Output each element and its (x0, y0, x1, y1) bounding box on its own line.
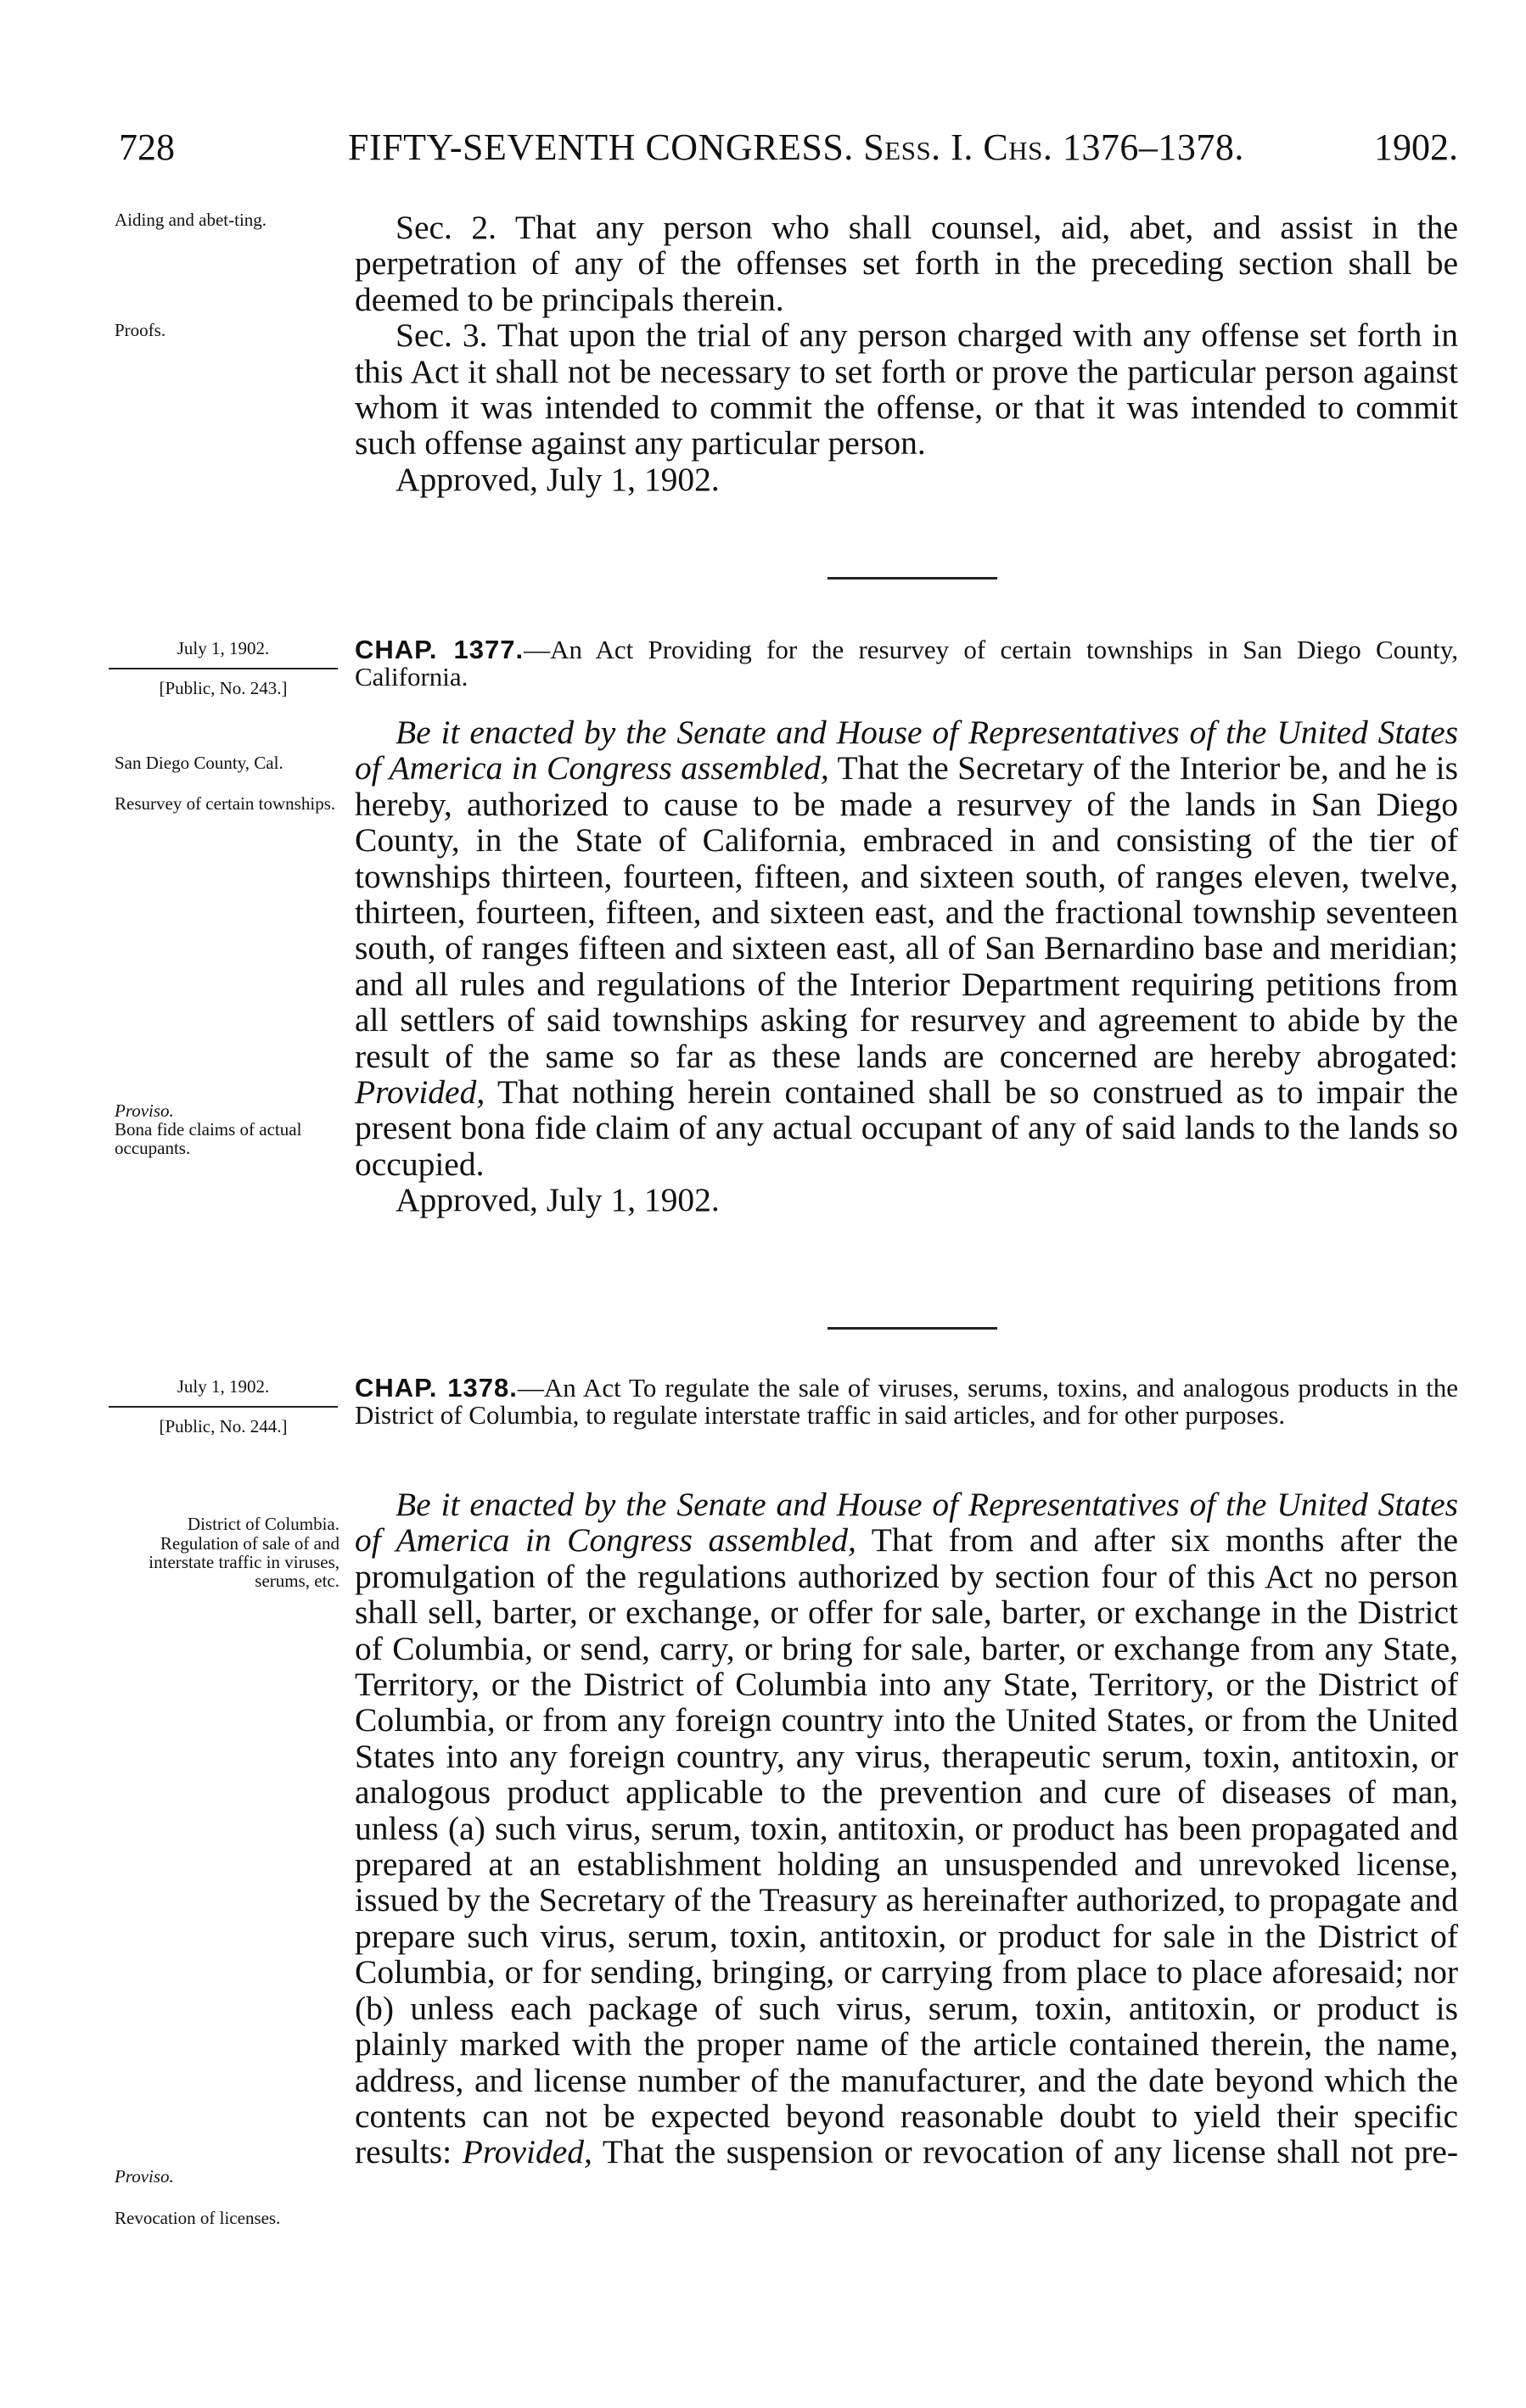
chapter-number: CHAP. 1377. (355, 635, 525, 664)
chap-1378-body (355, 1487, 1458, 2170)
chapter-number: CHAP. 1378. (355, 1373, 518, 1403)
margin-note-aiding: Aiding and abet-ting. (115, 210, 267, 230)
margin-note-resurvey: Resurvey of certain townships. (115, 793, 336, 814)
margin-note-regulation: Regulation of sale of and interstate traffic in viruses, serums, etc. (149, 1533, 339, 1591)
body-text: That from and after six months after the promulgation of the regulations authorized by section four of this Act no person shall sell, barter, or exchange, or offer for sale, barter, or exchange in the District of Columbia, or send, carry, or bring for sale, barter, or exchange from any State, Territory, or the District of Columbia into any State, Territory, or the District of Columbia, or from any foreign country into the United States, or from the United States into any foreign country, any virus, therapeutic serum, toxin, antitoxin, or analogous product applicable to the prevention and cure of diseases of man, unless (a) such virus, serum, toxin, antitoxin, or product has been propagated and prepared at an establishment holding an unsuspended and unrevoked license, issued by the Secretary of the Treasury as hereinafter authorized, to propagate and prepare such virus, serum, toxin, antitoxin, or product for sale in the District of Columbia, or for sending, bringing, or carrying from place to place aforesaid; nor (b) unless each package of such virus, serum, toxin, antitoxin, or product is plainly marked with the proper name of the article contained therein, the name, address, and license number of the manufacturer, and the date beyond which the contents can not be expected beyond reasonable doubt to yield their specific results: (355, 1521, 1458, 2171)
section-3: Sec. 3. That upon the trial of any person charged with any offense set forth in this Act it shall not be necessary to set forth or prove the particular person against whom it was intended to commit the offense, or that it was intended to commit such offense against any particular person. (355, 316, 1458, 462)
chap-1378-date-block (109, 1376, 338, 1437)
body-text: That the Secretary of the Interior be, and he is hereby, authorized to cause to be made a resurvey of the lands in San Diego County, in the State of California, embraced in and consisting of the tier of townships thirteen, fourteen, fifteen, and sixteen south, of ranges eleven, twelve, thirteen, fourteen, fifteen, and sixteen east, and the fractional township seventeen south, of ranges fifteen and sixteen east, all of San Bernardino base and meridian; and all rules and regulations of the Interior Department requiring petitions from all settlers of said townships asking for resurvey and agreement to abide by the result of the same so far as these lands are concerned are hereby abrogated: (355, 749, 1458, 1075)
chap-1377-text (355, 714, 1458, 1182)
section-divider (828, 577, 997, 580)
margin-note-proofs: Proofs. (115, 320, 166, 340)
chap-1378-heading (355, 1375, 1458, 1429)
chap-1376-body (355, 210, 1458, 497)
margin-note-county: San Diego County, Cal. (115, 753, 283, 773)
approval-1376: Approved, July 1, 1902. (396, 460, 720, 498)
proviso-text: That the suspension or revocation of any license shall not pre- (592, 2133, 1458, 2171)
chap-1378-text (355, 1487, 1458, 2170)
margin-note-bona-fide: Bona fide claims of actual occupants. (115, 1119, 302, 1158)
section-divider (828, 1327, 997, 1330)
chapter-title: —An Act Providing for the resurvey of certain townships in San Diego County, California. (355, 635, 1458, 692)
header-year: 1902. (1374, 126, 1458, 168)
chap-1377-date-block (109, 638, 338, 699)
approval-date: July 1, 1902. (109, 638, 338, 669)
running-header (119, 126, 1458, 176)
margin-note-proviso: Proviso. (115, 1100, 174, 1121)
congress-title: FIFTY-SEVENTH CONGRESS. (348, 126, 854, 168)
chapter-title: —An Act To regulate the sale of viruses, serums, toxins, and analogous products in the District of Columbia, to regulate interstate traffic in said articles, and for other purposes. (355, 1373, 1458, 1430)
session-label: Sess. I. (863, 126, 973, 168)
page-number: 728 (119, 126, 175, 168)
margin-note-district: District of Columbia. (187, 1514, 339, 1534)
header-title (348, 126, 1244, 169)
margin-note-proviso: Proviso. (115, 2166, 174, 2187)
margin-note-revocation: Revocation of licenses. (115, 2208, 281, 2228)
section-2: Sec. 2. That any person who shall counsel, aid, abet, and assist in the perpetration of any of the offenses set forth in the preceding section shall be deemed to be principals therein. (355, 209, 1458, 318)
public-law-number: [Public, No. 243.] (159, 678, 288, 698)
approval-date: July 1, 1902. (109, 1376, 338, 1408)
enacting-clause: Be it enacted by the Senate and House of Representatives of the United States of America in Congress assembled, (355, 714, 1458, 787)
chap-1377-heading (355, 636, 1458, 691)
chap-1377-body (355, 714, 1458, 1218)
public-law-number: [Public, No. 244.] (159, 1416, 288, 1436)
approval-1377: Approved, July 1, 1902. (396, 1181, 720, 1219)
proviso-text: That nothing herein contained shall be so construed as to impair the present bona fide claim of any actual occupant of any of said lands to the lands so occupied. (355, 1073, 1458, 1183)
chapters-label: Chs. 1376–1378. (983, 126, 1244, 168)
enacting-clause: Be it enacted by the Senate and House of Representatives of the United States of America in Congress assembled, (355, 1486, 1458, 1560)
provided-word: Provided, (355, 1073, 485, 1112)
provided-word: Provided, (462, 2133, 592, 2171)
